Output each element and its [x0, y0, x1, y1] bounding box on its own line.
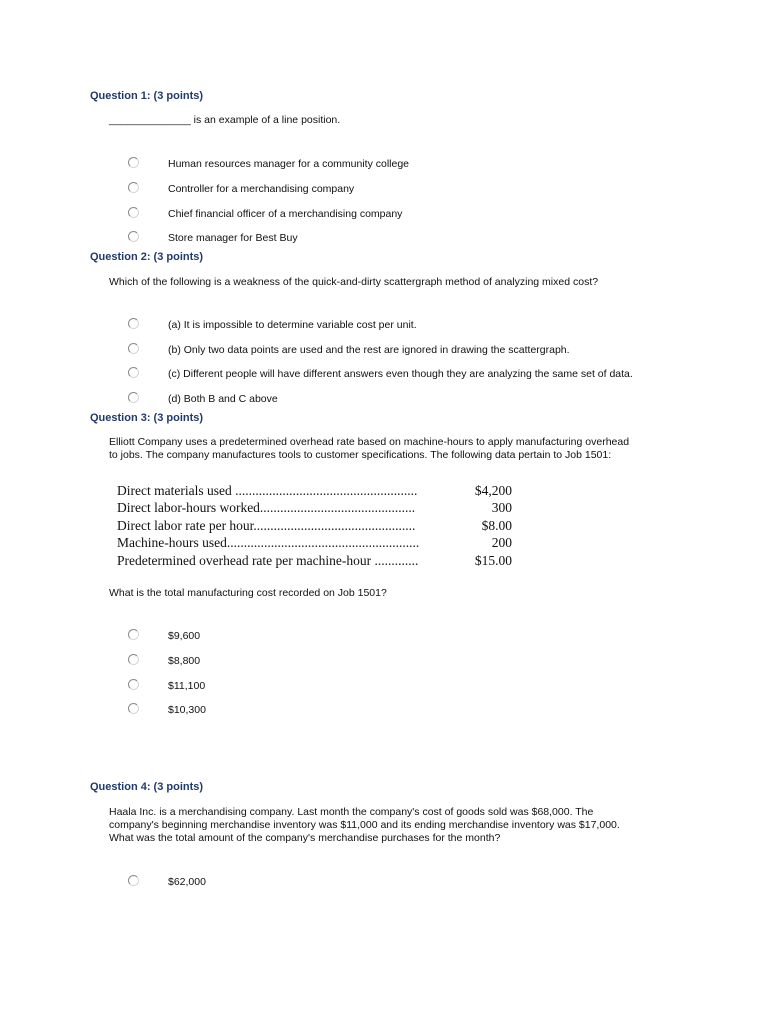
option-label: (a) It is impossible to determine variable cost per unit. — [168, 319, 417, 331]
option-label: (c) Different people will have different answers even though they are analyzing the same set of data. — [168, 368, 633, 380]
radio-button[interactable] — [128, 875, 139, 886]
radio-button[interactable] — [128, 318, 139, 329]
option-label: Chief financial officer of a merchandising company — [168, 208, 403, 220]
radio-button[interactable] — [128, 207, 139, 218]
option-label: Store manager for Best Buy — [168, 232, 298, 244]
job-data-table — [117, 483, 512, 573]
option-label: $9,600 — [168, 630, 201, 642]
data-value: 300 — [491, 500, 512, 515]
question-3-text-line-2: to jobs. The company manufactures tools to customer specifications. The following data pertain to Job 1501: — [109, 449, 612, 461]
question-2-text: Which of the following is a weakness of the quick-and-dirty scattergraph method of analyzing mixed cost? — [109, 276, 599, 288]
data-value: 200 — [491, 535, 512, 550]
question-4-text-line-2: company's beginning merchandise inventory was $11,000 and its ending merchandise inventory was $17,000. — [109, 819, 620, 831]
option-label: $11,100 — [168, 680, 206, 692]
option-label: (d) Both B and C above — [168, 393, 278, 405]
question-4-text-line-3: What was the total amount of the company's merchandise purchases for the month? — [109, 832, 501, 844]
data-label: Direct labor-hours worked.............................................. — [117, 500, 416, 515]
option-label: Controller for a merchandising company — [168, 183, 355, 195]
question-4-title: Question 4: (3 points) — [90, 781, 204, 793]
radio-button[interactable] — [128, 343, 139, 354]
radio-button[interactable] — [128, 182, 139, 193]
data-label: Direct materials used ...................................................... — [117, 483, 418, 498]
question-1-text: ______________ is an example of a line position. — [109, 114, 341, 126]
radio-button[interactable] — [128, 231, 139, 242]
question-3-prompt: What is the total manufacturing cost recorded on Job 1501? — [109, 587, 387, 599]
radio-button[interactable] — [128, 654, 139, 665]
radio-button[interactable] — [128, 157, 139, 168]
data-value: $4,200 — [474, 483, 512, 498]
radio-button[interactable] — [128, 392, 139, 403]
option-label: $62,000 — [168, 876, 206, 888]
question-3-title: Question 3: (3 points) — [90, 412, 204, 424]
radio-button[interactable] — [128, 367, 139, 378]
radio-button[interactable] — [128, 629, 139, 640]
data-label: Predetermined overhead rate per machine-hour ............. — [117, 553, 419, 568]
question-1-title: Question 1: (3 points) — [90, 90, 204, 102]
data-label: Machine-hours used......................................................... — [117, 535, 420, 550]
question-3-text-line-1: Elliott Company uses a predetermined overhead rate based on machine-hours to apply manufacturing overhead — [109, 436, 630, 448]
option-label: $8,800 — [168, 655, 201, 667]
option-label: $10,300 — [168, 704, 206, 716]
question-4-text-line-1: Haala Inc. is a merchandising company. Last month the company's cost of goods sold was $68,000. The — [109, 806, 594, 818]
data-label: Direct labor rate per hour................................................ — [117, 518, 416, 533]
data-value: $8.00 — [481, 518, 512, 533]
radio-button[interactable] — [128, 703, 139, 714]
data-value: $15.00 — [474, 553, 512, 568]
option-label: (b) Only two data points are used and the rest are ignored in drawing the scattergraph. — [168, 344, 570, 356]
option-label: Human resources manager for a community college — [168, 158, 410, 170]
question-2-title: Question 2: (3 points) — [90, 251, 204, 263]
radio-button[interactable] — [128, 679, 139, 690]
